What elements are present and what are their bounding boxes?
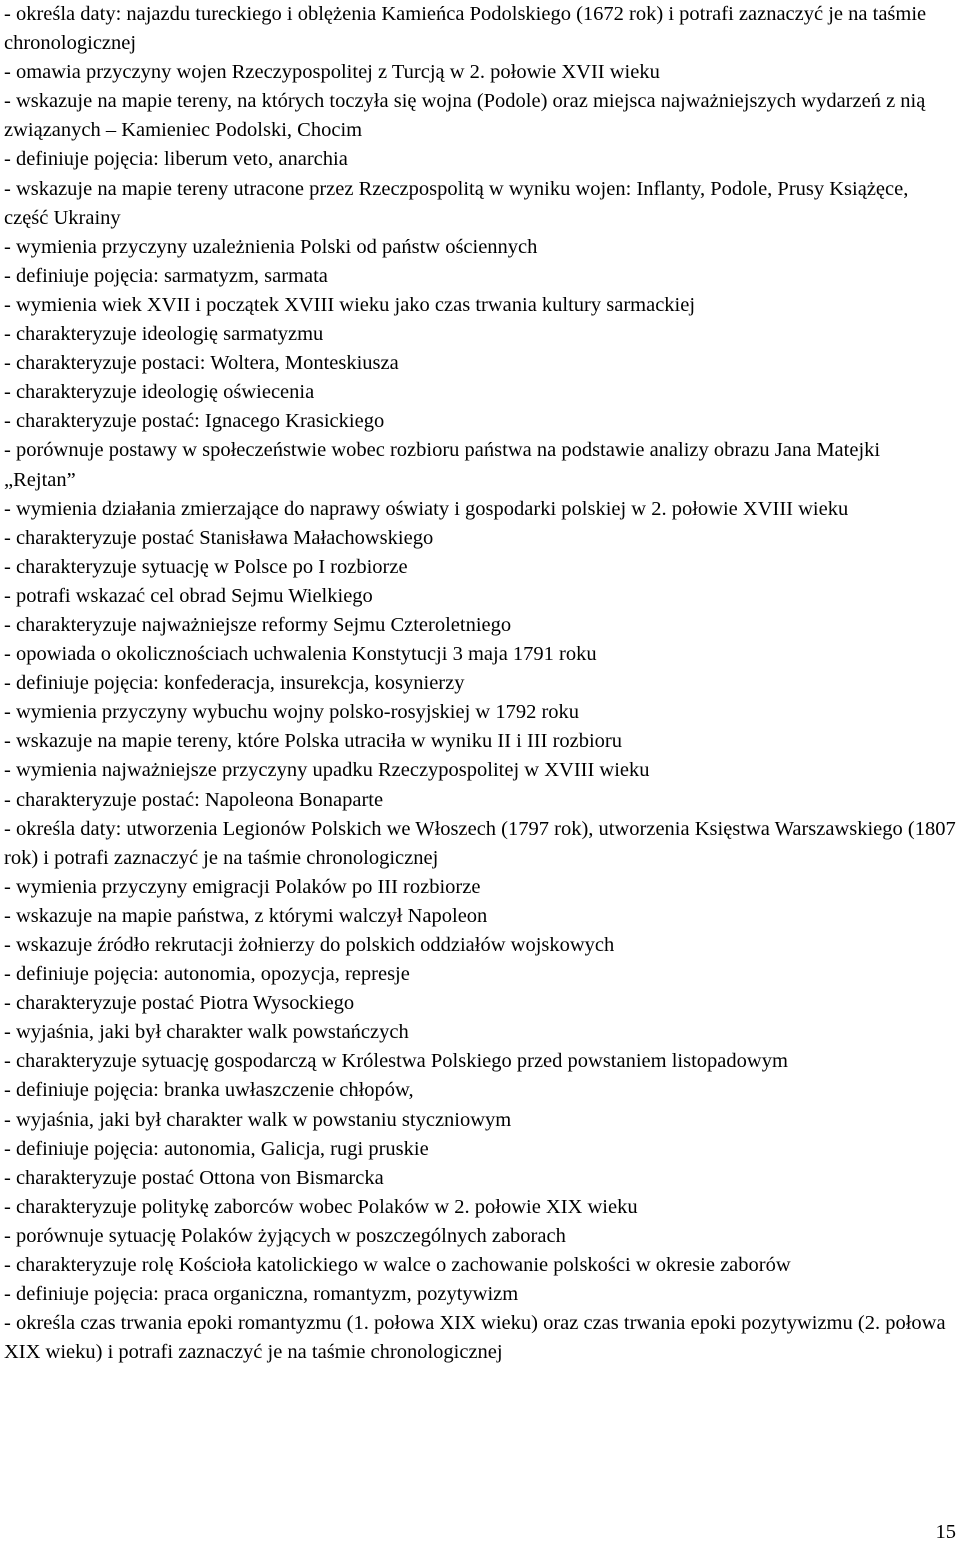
list-item: - definiuje pojęcia: sarmatyzm, sarmata [4, 264, 328, 287]
list-item: - omawia przyczyny wojen Rzeczypospolitej z Turcją w 2. połowie XVII wieku [4, 61, 660, 84]
document-body [4, 0, 956, 1367]
list-item: - definiuje pojęcia: liberum veto, anarchia [4, 148, 348, 171]
list-item: - charakteryzuje ideologię oświecenia [4, 381, 315, 404]
list-item: - wymienia przyczyny uzależnienia Polski od państw ościennych [4, 235, 538, 258]
list-item: - charakteryzuje sytuację w Polsce po I rozbiorze [4, 555, 408, 578]
list-item: - charakteryzuje sytuację gospodarczą w Królestwa Polskiego przed powstaniem listopadowym [4, 1050, 788, 1073]
list-item: - charakteryzuje ideologię sarmatyzmu [4, 323, 324, 346]
list-item: - charakteryzuje postać Piotra Wysockiego [4, 992, 355, 1015]
list-item: - wymienia wiek XVII i początek XVIII wieku jako czas trwania kultury sarmackiej [4, 293, 696, 316]
list-item: - wymienia przyczyny wybuchu wojny polsko-rosyjskiej w 1792 roku [4, 701, 580, 724]
list-item: - wskazuje na mapie tereny, na których toczyła się wojna (Podole) oraz miejsca najważniejszych wydarzeń z nią związanych – Kamieniec Podolski, Chocim [4, 90, 926, 142]
list-item: - definiuje pojęcia: konfederacja, insurekcja, kosynierzy [4, 672, 465, 695]
list-item: - charakteryzuje postaci: Woltera, Monteskiusza [4, 352, 399, 375]
list-item: - wymienia najważniejsze przyczyny upadku Rzeczypospolitej w XVIII wieku [4, 759, 650, 782]
list-item: - definiuje pojęcia: autonomia, Galicja, rugi pruskie [4, 1137, 429, 1160]
list-item: - charakteryzuje postać: Ignacego Krasickiego [4, 410, 385, 433]
list-item: - potrafi wskazać cel obrad Sejmu Wielkiego [4, 584, 373, 607]
list-item: - charakteryzuje postać Stanisława Małachowskiego [4, 526, 434, 549]
list-item: - porównuje postawy w społeczeństwie wobec rozbioru państwa na podstawie analizy obrazu Jana Matejki „Rejtan” [4, 439, 881, 491]
list-item: - porównuje sytuację Polaków żyjących w poszczególnych zaborach [4, 1224, 566, 1247]
list-item: - wskazuje na mapie państwa, z którymi walczył Napoleon [4, 904, 488, 927]
list-item: - definiuje pojęcia: praca organiczna, romantyzm, pozytywizm [4, 1283, 519, 1306]
list-item: - charakteryzuje postać: Napoleona Bonaparte [4, 788, 384, 811]
list-item: - wymienia działania zmierzające do naprawy oświaty i gospodarki polskiej w 2. połowie XVIII wieku [4, 497, 849, 520]
list-item: - charakteryzuje politykę zaborców wobec Polaków w 2. połowie XIX wieku [4, 1195, 638, 1218]
page-number: 15 [935, 1521, 956, 1543]
list-item: - wymienia przyczyny emigracji Polaków po III rozbiorze [4, 875, 481, 898]
list-item: - charakteryzuje najważniejsze reformy Sejmu Czteroletniego [4, 613, 512, 636]
list-item: - charakteryzuje rolę Kościoła katolickiego w walce o zachowanie polskości w okresie zaborów [4, 1254, 791, 1277]
list-item: - wyjaśnia, jaki był charakter walk w powstaniu styczniowym [4, 1108, 512, 1131]
list-item: - określa czas trwania epoki romantyzmu (1. połowa XIX wieku) oraz czas trwania epoki pozytywizmu (2. połowa XIX wieku) i potrafi zaznaczyć je na taśmie chronologicznej [4, 1312, 946, 1364]
list-item: - wskazuje na mapie tereny, które Polska utraciła w wyniku II i III rozbioru [4, 730, 623, 753]
list-item: - definiuje pojęcia: branka uwłaszczenie chłopów, [4, 1079, 414, 1102]
list-item: - charakteryzuje postać Ottona von Bismarcka [4, 1166, 384, 1189]
list-item: - wskazuje źródło rekrutacji żołnierzy do polskich oddziałów wojskowych [4, 934, 615, 956]
list-item: - określa daty: najazdu tureckiego i oblężenia Kamieńca Podolskiego (1672 rok) i potrafi zaznaczyć je na taśmie chronologicznej [4, 3, 927, 55]
list-item: - wyjaśnia, jaki był charakter walk powstańczych [4, 1021, 409, 1044]
list-item: - wskazuje na mapie tereny utracone przez Rzeczpospolitą w wyniku wojen: Inflanty, Podole, Prusy Książęce, część Ukrainy [4, 177, 909, 229]
list-item: - definiuje pojęcia: autonomia, opozycja, represje [4, 963, 410, 986]
list-item: - opowiada o okolicznościach uchwalenia Konstytucji 3 maja 1791 roku [4, 643, 597, 666]
list-item: - określa daty: utworzenia Legionów Polskich we Włoszech (1797 rok), utworzenia Księstwa Warszawskiego (1807 rok) i potrafi zaznaczyć je na taśmie chronologicznej [4, 817, 956, 869]
